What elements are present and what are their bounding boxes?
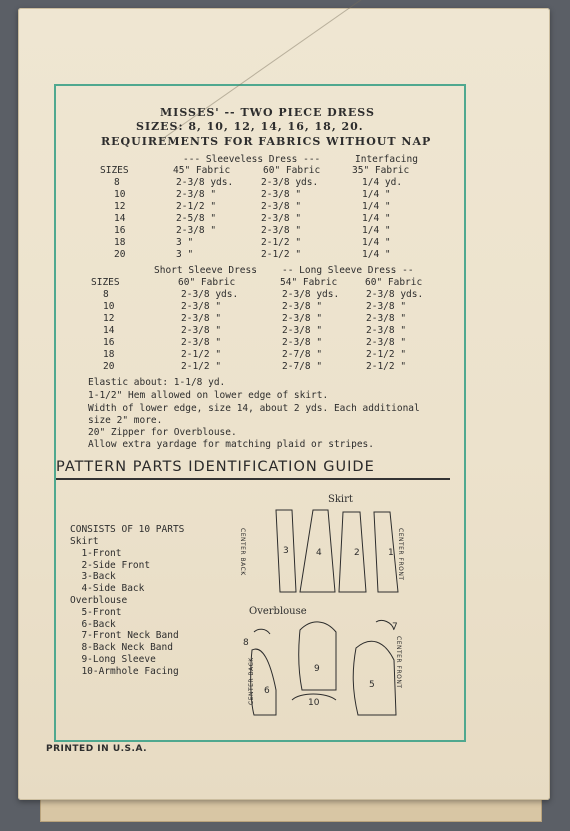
skirt-piece-2 — [339, 512, 366, 592]
table2-cell-a: 2-1/2 " — [181, 349, 222, 360]
table1-cell-size: 14 — [114, 213, 126, 224]
back-neck-band — [254, 629, 270, 634]
table2-cell-c: 2-1/2 " — [366, 349, 407, 360]
table2-cell-b: 2-3/8 " — [282, 301, 323, 312]
table2-cell-b: 2-7/8 " — [282, 361, 323, 372]
piece-number-2: 2 — [354, 548, 360, 558]
piece-number-8: 8 — [243, 638, 249, 648]
table2-cell-c: 2-3/8 " — [366, 337, 407, 348]
header-line-3: REQUIREMENTS FOR FABRICS WITHOUT NAP — [101, 135, 432, 148]
table2-cell-size: 12 — [103, 313, 115, 324]
table2-cell-size: 16 — [103, 337, 115, 348]
table1-cell-c: 1/4 " — [362, 189, 391, 200]
table2-cell-a: 2-3/8 yds. — [181, 289, 239, 300]
table1-cell-a: 2-3/8 " — [176, 189, 217, 200]
table2-cell-size: 14 — [103, 325, 115, 336]
table1-sizes-header: SIZES — [100, 165, 129, 176]
parts-list-item: 5-Front — [70, 606, 122, 618]
blouse-center-back-label: CENTER BACK — [248, 657, 255, 705]
table1-cell-b: 2-3/8 " — [261, 213, 302, 224]
table2-cell-a: 2-3/8 " — [181, 325, 222, 336]
table2-cell-size: 20 — [103, 361, 115, 372]
note-elastic: Elastic about: 1-1/8 yd. — [88, 377, 226, 388]
skirt-center-back-label: CENTER BACK — [239, 528, 246, 576]
table1-cell-b: 2-3/8 " — [261, 225, 302, 236]
long-sleeve — [299, 622, 336, 690]
table1-cell-b: 2-3/8 " — [261, 189, 302, 200]
parts-list-item: 10-Armhole Facing — [70, 665, 179, 677]
parts-list-item: 8-Back Neck Band — [70, 642, 173, 654]
piece-number-6: 6 — [264, 686, 270, 696]
table1-cell-a: 2-3/8 yds. — [176, 177, 234, 188]
parts-list-item: 4-Side Back — [70, 583, 145, 595]
piece-number-10: 10 — [308, 698, 320, 708]
table2-cell-b: 2-3/8 " — [282, 313, 323, 324]
parts-list-item: 2-Side Front — [70, 559, 151, 571]
table1-cell-c: 1/4 " — [362, 237, 391, 248]
table1-cell-c: 1/4 " — [362, 225, 391, 236]
table2-col-a-header: 60" Fabric — [178, 277, 236, 288]
header-line-1: MISSES' -- TWO PIECE DRESS — [160, 106, 375, 119]
table1-cell-c: 1/4 " — [362, 249, 391, 260]
table2-cell-b: 2-7/8 " — [282, 349, 323, 360]
skirt-center-front-label: CENTER FRONT — [397, 528, 404, 581]
table1-cell-a: 2-3/8 " — [176, 225, 217, 236]
long-sleeve-group-label: -- Long Sleeve Dress -- — [282, 265, 414, 276]
table2-cell-b: 2-3/8 yds. — [282, 289, 340, 300]
piece-number-9: 9 — [314, 664, 320, 674]
table2-cell-size: 18 — [103, 349, 115, 360]
table1-cell-b: 2-1/2 " — [261, 237, 302, 248]
table1-cell-size: 20 — [114, 249, 126, 260]
table2-sizes-header: SIZES — [91, 277, 120, 288]
table1-cell-size: 12 — [114, 201, 126, 212]
table1-cell-c: 1/4 " — [362, 201, 391, 212]
table1-cell-a: 2-1/2 " — [176, 201, 217, 212]
table2-cell-c: 2-3/8 " — [366, 301, 407, 312]
blouse-center-front-label: CENTER FRONT — [395, 636, 402, 689]
skirt-diagram-label: Skirt — [328, 494, 353, 505]
parts-list-item: 3-Back — [70, 571, 116, 583]
table1-col-b-header: 60" Fabric — [263, 165, 321, 176]
note-width: Width of lower edge, size 14, about 2 yds. Each additional — [88, 403, 420, 414]
guide-heading: PATTERN PARTS IDENTIFICATION GUIDE — [56, 459, 375, 475]
table2-cell-a: 2-1/2 " — [181, 361, 222, 372]
table1-cell-b: 2-3/8 yds. — [261, 177, 319, 188]
table2-cell-a: 2-3/8 " — [181, 313, 222, 324]
table2-cell-a: 2-3/8 " — [181, 337, 222, 348]
table1-cell-b: 2-3/8 " — [261, 201, 302, 212]
note-zipper: 20" Zipper for Overblouse. — [88, 427, 237, 438]
table1-cell-a: 3 " — [176, 237, 194, 248]
table1-cell-b: 2-1/2 " — [261, 249, 302, 260]
table1-cell-c: 1/4 " — [362, 213, 391, 224]
piece-number-3: 3 — [283, 546, 289, 556]
header-line-2: SIZES: 8, 10, 12, 14, 16, 18, 20. — [136, 120, 364, 133]
table2-cell-b: 2-3/8 " — [282, 325, 323, 336]
piece-number-5: 5 — [369, 680, 375, 690]
piece-number-1: 1 — [388, 548, 394, 558]
table1-cell-a: 2-5/8 " — [176, 213, 217, 224]
table2-cell-b: 2-3/8 " — [282, 337, 323, 348]
table2-cell-c: 2-3/8 " — [366, 325, 407, 336]
table2-cell-size: 10 — [103, 301, 115, 312]
sleeveless-group-label: --- Sleeveless Dress --- — [183, 154, 321, 165]
table1-cell-size: 18 — [114, 237, 126, 248]
table1-cell-size: 8 — [114, 177, 120, 188]
parts-count: CONSISTS OF 10 PARTS — [70, 524, 185, 535]
parts-list-item: 9-Long Sleeve — [70, 654, 156, 665]
parts-list-item: Skirt — [70, 536, 99, 547]
table2-col-b-header: 54" Fabric — [280, 277, 338, 288]
note-size-more: size 2" more. — [88, 415, 163, 426]
piece-number-7: 7 — [392, 622, 398, 632]
table1-col-c-header: 35" Fabric — [352, 165, 410, 176]
overblouse-diagram-label: Overblouse — [249, 606, 307, 617]
table2-cell-c: 2-1/2 " — [366, 361, 407, 372]
parts-list-item: 7-Front Neck Band — [70, 630, 179, 642]
table1-cell-a: 3 " — [176, 249, 194, 260]
parts-list-item: 1-Front — [70, 547, 122, 559]
printed-in-usa: PRINTED IN U.S.A. — [46, 744, 147, 754]
parts-list-item: Overblouse — [70, 595, 128, 606]
skirt-piece-1 — [374, 512, 398, 592]
short-sleeve-group-label: Short Sleeve Dress — [154, 265, 257, 276]
table1-cell-size: 16 — [114, 225, 126, 236]
table2-cell-a: 2-3/8 " — [181, 301, 222, 312]
table2-cell-c: 2-3/8 " — [366, 313, 407, 324]
table1-col-a-header: 45" Fabric — [173, 165, 231, 176]
interfacing-label: Interfacing — [355, 154, 418, 165]
overblouse-front — [353, 641, 396, 715]
parts-list-item: 6-Back — [70, 618, 116, 630]
table2-cell-c: 2-3/8 yds. — [366, 289, 424, 300]
table2-col-c-header: 60" Fabric — [365, 277, 423, 288]
table1-cell-size: 10 — [114, 189, 126, 200]
table1-cell-c: 1/4 yd. — [362, 177, 403, 188]
note-hem: 1-1/2" Hem allowed on lower edge of skirt. — [88, 390, 329, 401]
note-plaid: Allow extra yardage for matching plaid or stripes. — [88, 439, 374, 450]
piece-number-4: 4 — [316, 548, 322, 558]
table2-cell-size: 8 — [103, 289, 109, 300]
